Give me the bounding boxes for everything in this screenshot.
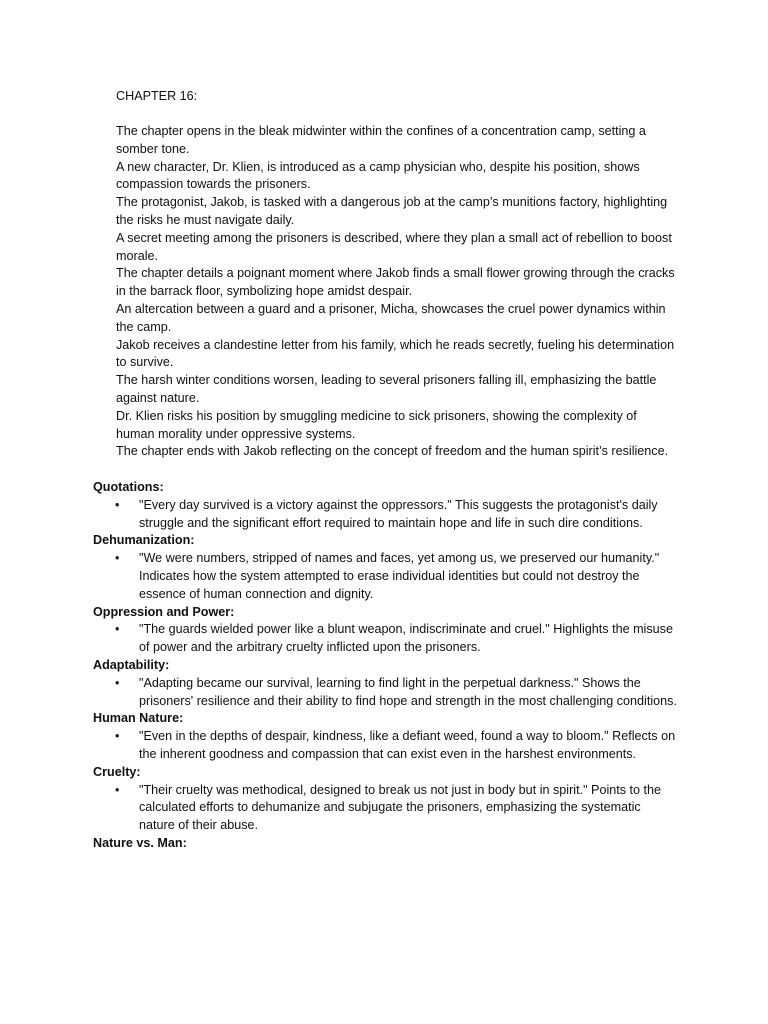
theme-quote xyxy=(93,728,679,764)
summary-point: Dr. Klien risks his position by smuggling medicine to sick prisoners, showing the complexity of human morality under oppressive systems. xyxy=(116,408,637,441)
theme-quote xyxy=(93,550,679,603)
theme-quote-text: "Even in the depths of despair, kindness, like a defiant weed, found a way to bloom." Reflects on the inherent goodness and compassion that can exist even in the harshest environments. xyxy=(139,729,676,761)
bullet-icon: • xyxy=(115,497,120,512)
theme-quote-text: "Their cruelty was methodical, designed to break us not just in body but in spirit." Points to the calculated efforts to dehumanize and subjugate the prisoners, emphasizing the systematic nature of their abuse. xyxy=(139,782,662,833)
theme-heading: Adaptability: xyxy=(93,657,170,672)
summary-point: Jakob receives a clandestine letter from his family, which he reads secretly, fueling his determination to survive. xyxy=(116,337,675,370)
theme-quote xyxy=(93,675,679,711)
summary-point: The harsh winter conditions worsen, leading to several prisoners falling ill, emphasizing the battle against nature. xyxy=(116,373,657,405)
theme-heading: Quotations: xyxy=(93,480,164,494)
theme-quote-text: "The guards wielded power like a blunt weapon, indiscriminate and cruel." Highlights the misuse of power and the arbitrary cruelty inflicted upon the prisoners. xyxy=(139,622,673,655)
theme-quote-text: "We were numbers, stripped of names and faces, yet among us, we preserved our humanity." Indicates how the system attempted to erase individual identities but could not destroy the essence of human connection and dignity. xyxy=(139,551,660,601)
theme-heading: Cruelty: xyxy=(93,764,141,779)
summary-point: The protagonist, Jakob, is tasked with a dangerous job at the camp’s munitions factory, highlighting the risks he must navigate daily. xyxy=(116,195,668,227)
theme-quote-text: "Adapting became our survival, learning to find light in the perpetual darkness." Shows the prisoners' resilience and their ability to find hope and strength in the most challenging conditions. xyxy=(139,675,677,708)
theme-heading: Human Nature: xyxy=(93,711,184,726)
theme-heading: Nature vs. Man: xyxy=(93,835,187,850)
summary-point: The chapter ends with Jakob reflecting on the concept of freedom and the human spirit’s resilience. xyxy=(116,444,669,459)
theme-quote-text: "Every day survived is a victory against the oppressors." This suggests the protagonist's daily struggle and the significant effort required to maintain hope and life in such dire conditions. xyxy=(139,497,658,530)
summary-point: The chapter details a poignant moment where Jakob finds a small flower growing through the cracks in the barrack floor, symbolizing hope amidst despair. xyxy=(116,266,675,299)
theme-heading: Dehumanization: xyxy=(93,533,195,548)
summary-point: A secret meeting among the prisoners is described, where they plan a small act of rebellion to boost morale. xyxy=(116,230,672,263)
bullet-icon: • xyxy=(115,675,120,690)
summary-point: A new character, Dr. Klien, is introduced as a camp physician who, despite his position, shows compassion towards the prisoners. xyxy=(116,159,640,192)
summary-point: The chapter opens in the bleak midwinter within the confines of a concentration camp, setting a somber tone. xyxy=(116,124,646,156)
theme-quote xyxy=(93,497,679,533)
bullet-icon: • xyxy=(115,551,120,566)
theme-quote xyxy=(93,621,679,657)
chapter-heading: CHAPTER 16: xyxy=(116,89,198,103)
summary-point: An altercation between a guard and a prisoner, Micha, showcases the cruel power dynamics within the camp. xyxy=(116,301,666,334)
theme-quote xyxy=(93,782,679,835)
bullet-icon: • xyxy=(115,729,120,744)
bullet-icon: • xyxy=(115,782,120,797)
bullet-icon: • xyxy=(115,622,120,637)
themes-section xyxy=(93,479,693,853)
chapter-summary-list xyxy=(116,123,676,461)
theme-heading: Oppression and Power: xyxy=(93,604,235,619)
